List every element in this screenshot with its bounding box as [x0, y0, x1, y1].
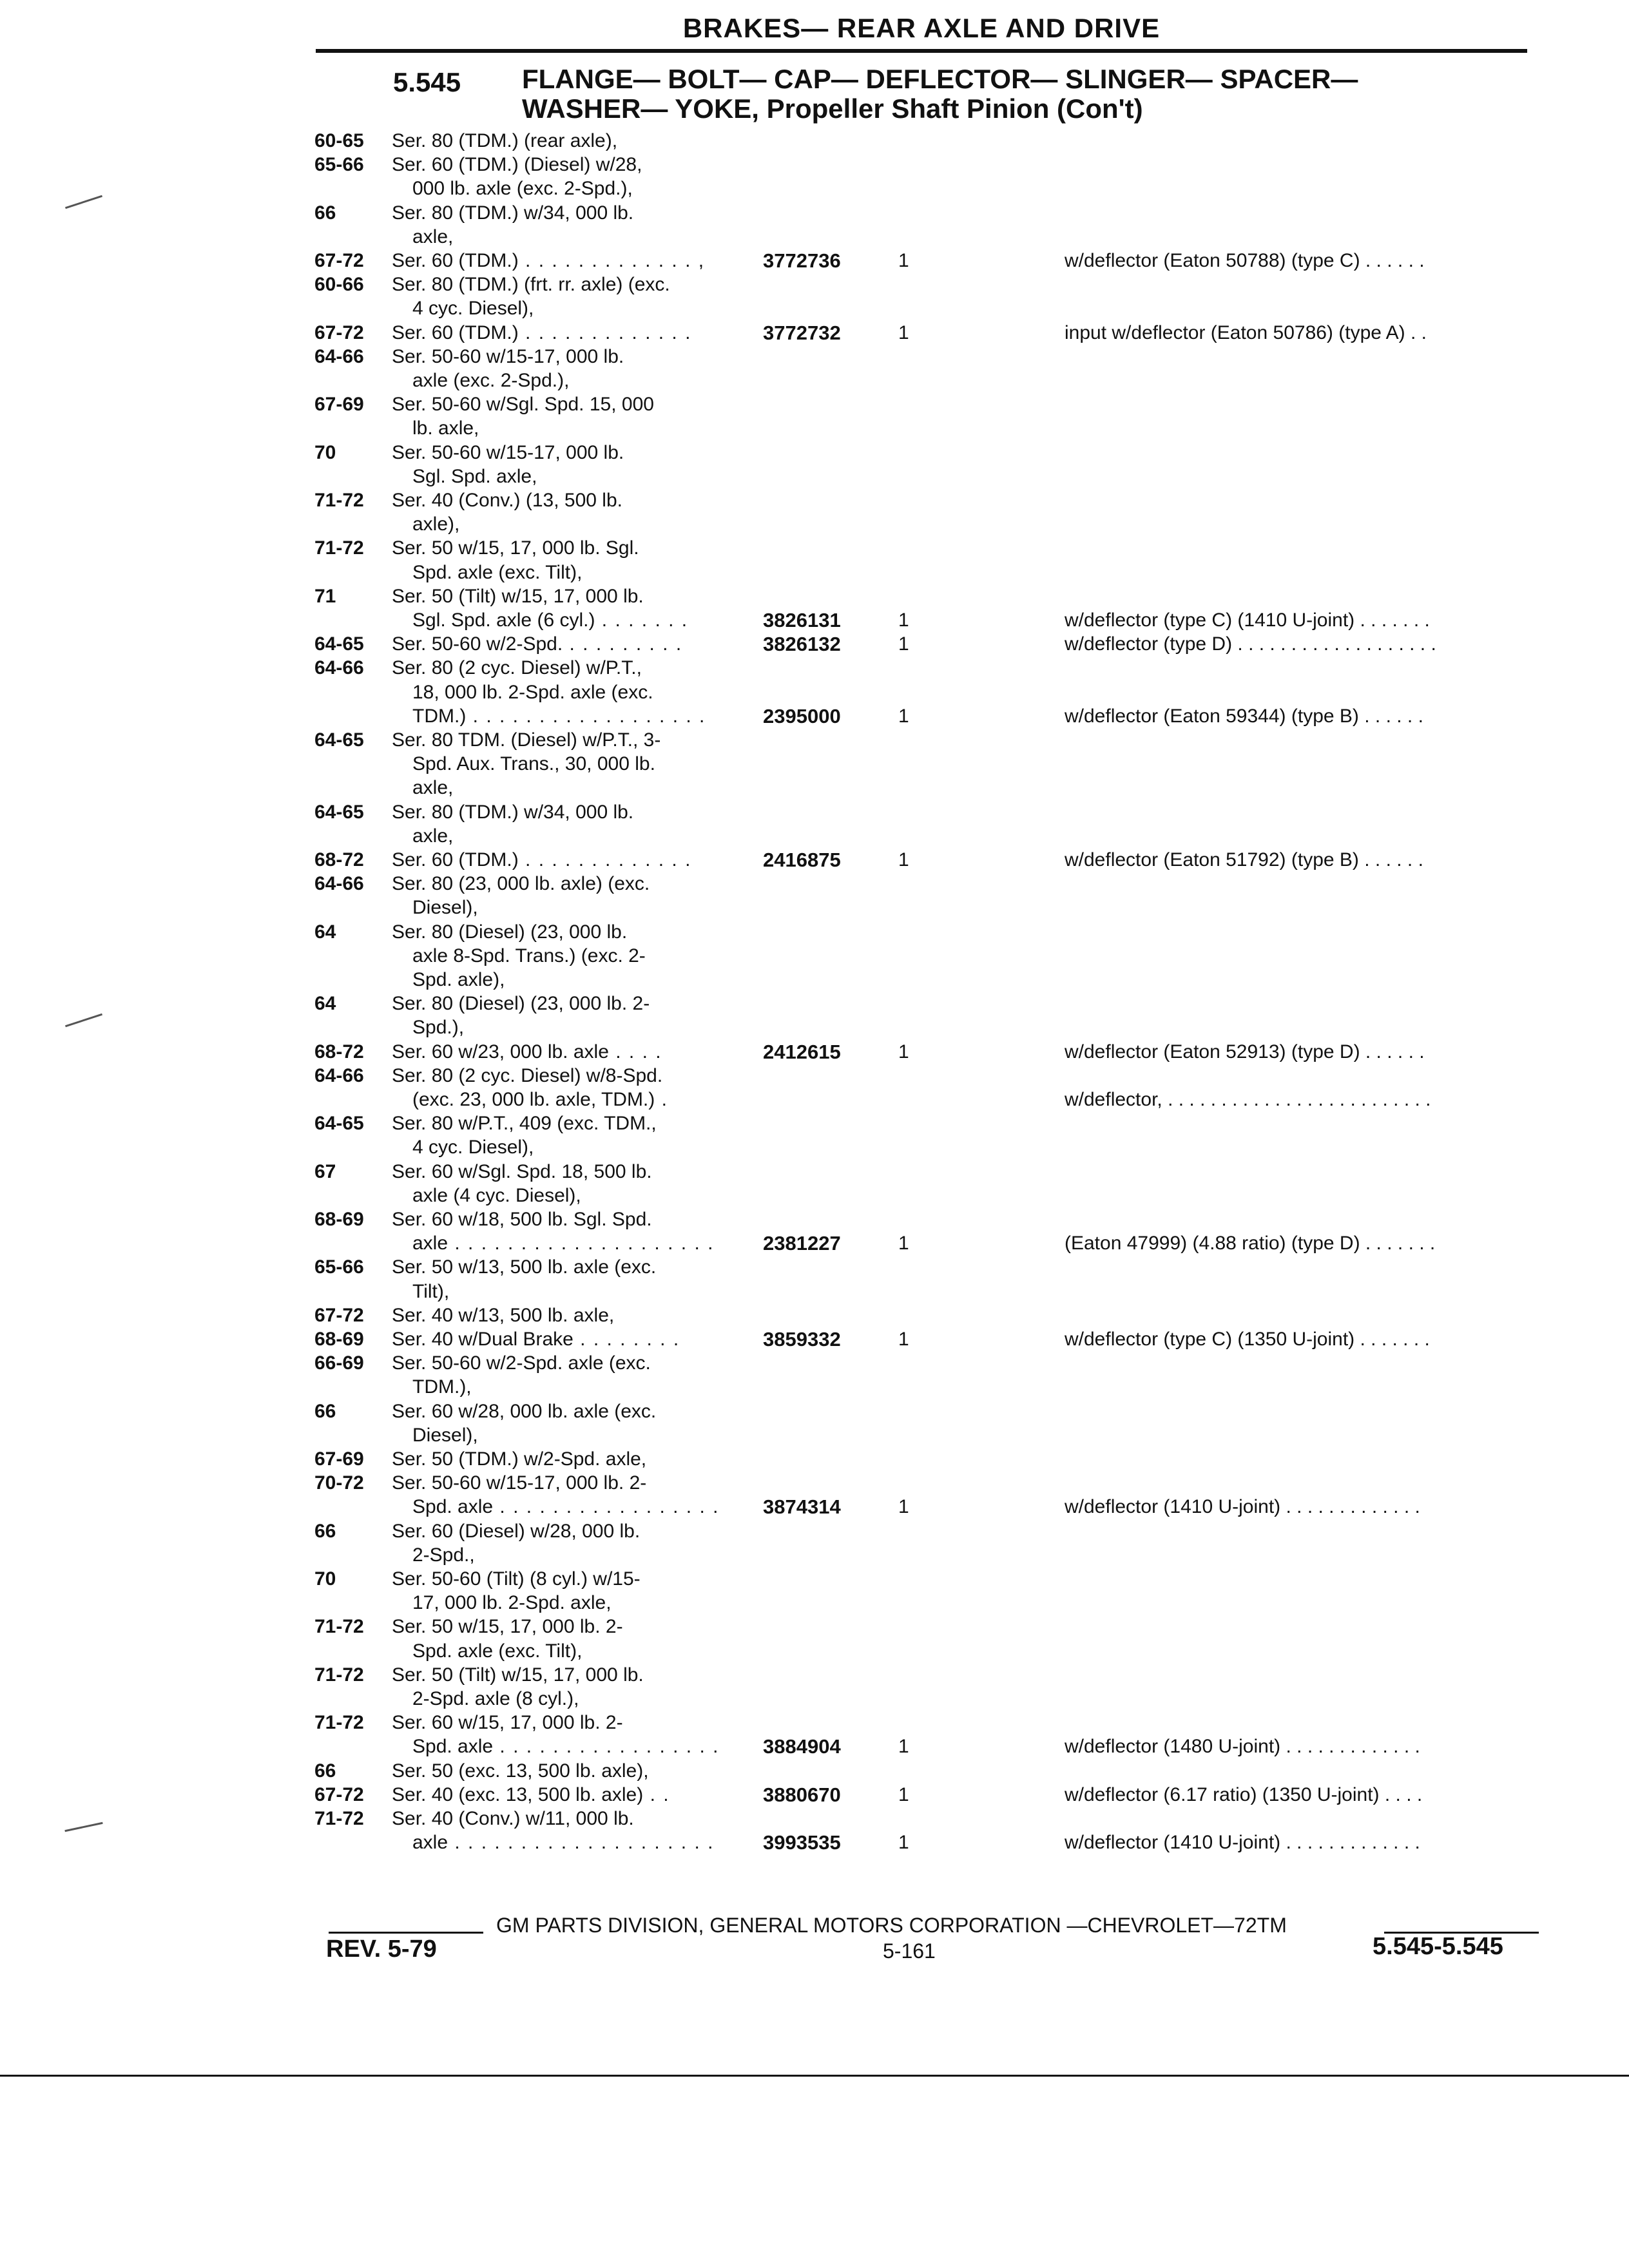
row-description-text: 17, 000 lb. 2-Spd. axle, [412, 1592, 612, 1614]
row-description [392, 1663, 644, 1687]
row-year: 67-69 [314, 1448, 364, 1470]
punch-hole-mark [65, 1014, 102, 1027]
row-description [392, 1711, 623, 1735]
row-description-text: Spd. axle (exc. Tilt), [412, 1640, 583, 1662]
row-description-text: Ser. 60 (Diesel) w/28, 000 lb. [392, 1520, 641, 1542]
bottom-rule [0, 2075, 1629, 2077]
row-quantity: 1 [898, 1496, 909, 1518]
row-description [412, 1231, 714, 1255]
row-description [392, 129, 617, 153]
row-description [392, 273, 670, 296]
row-quantity: 1 [898, 1783, 909, 1805]
row-year: 67-72 [314, 1304, 364, 1326]
row-dot-leader: . . . . . . . [595, 610, 689, 631]
row-description [412, 1495, 719, 1519]
row-description-text: Diesel), [412, 1424, 478, 1446]
row-description [392, 153, 642, 177]
row-description-text: axle, [412, 777, 454, 799]
row-remarks: w/deflector (1480 U-joint) . . . . . . . . . . . . . [1065, 1736, 1420, 1758]
row-year: 71-72 [314, 1664, 364, 1686]
row-description-text: Ser. 60 w/15, 17, 000 lb. 2- [392, 1712, 623, 1734]
row-quantity: 1 [898, 250, 909, 271]
row-description [392, 848, 691, 872]
row-description [392, 321, 691, 345]
row-description [412, 177, 633, 200]
row-quantity: 1 [898, 1233, 909, 1254]
row-description [412, 776, 453, 800]
row-description [392, 1519, 640, 1543]
row-year: 64 [314, 921, 336, 943]
row-year: 67-72 [314, 322, 364, 343]
row-description [412, 752, 655, 776]
row-quantity: 1 [898, 1832, 909, 1854]
row-description-text: Ser. 80 TDM. (Diesel) w/P.T., 3- [392, 729, 661, 751]
row-dot-leader: . . . . . . . . [573, 1329, 680, 1350]
row-description-text: Spd. axle [412, 1496, 494, 1518]
row-description [392, 992, 650, 1015]
row-description-text: Ser. 80 (2 cyc. Diesel) w/8-Spd. [392, 1064, 663, 1086]
row-description-text: Ser. 50 (exc. 13, 500 lb. axle), [392, 1760, 649, 1782]
row-description-text: 000 lb. axle (exc. 2-Spd.), [412, 178, 633, 200]
row-description-text: (exc. 23, 000 lb. axle, TDM.) [412, 1089, 655, 1110]
row-description-text: 4 cyc. Diesel), [412, 298, 534, 320]
row-remarks: w/deflector (Eaton 51792) (type B) . . . . . . [1065, 849, 1423, 870]
row-remarks: w/deflector (type D) . . . . . . . . . . . . . . . . . . . [1065, 633, 1436, 655]
row-year: 67-69 [314, 394, 364, 416]
row-description-text: axle (exc. 2-Spd.), [412, 370, 570, 391]
row-part-number: 3772732 [763, 321, 841, 344]
row-description-text: Ser. 50-60 (Tilt) (8 cyl.) w/15- [392, 1568, 641, 1590]
header-rule [316, 49, 1527, 53]
row-description [412, 1015, 464, 1039]
row-description [392, 345, 624, 369]
row-description [392, 920, 627, 944]
row-description [412, 896, 478, 919]
row-description [392, 536, 639, 560]
footer-rule-left [329, 1932, 483, 1934]
row-part-number: 3772736 [763, 249, 841, 272]
row-description [392, 441, 624, 465]
row-description [392, 1759, 649, 1783]
row-description [392, 1567, 641, 1591]
row-description-text: Ser. 50-60 w/2-Spd. [392, 633, 563, 655]
row-description-text: Spd.), [412, 1017, 465, 1039]
row-description-text: 4 cyc. Diesel), [412, 1137, 534, 1158]
row-remarks: input w/deflector (Eaton 50786) (type A) . . [1065, 322, 1427, 343]
row-description [392, 656, 642, 680]
row-description-text: Ser. 40 w/Dual Brake [392, 1329, 574, 1350]
row-part-number: 2412615 [763, 1040, 841, 1063]
row-dot-leader: . . . . . . . . . [563, 633, 683, 655]
row-description [392, 1615, 623, 1639]
row-year: 67 [314, 1160, 336, 1182]
row-dot-leader: . . . . . . . . . . . . . [518, 322, 692, 343]
row-description-text: lb. axle, [412, 418, 479, 439]
row-description [392, 1064, 662, 1088]
row-description-text: axle [412, 1233, 448, 1254]
row-description [412, 1687, 579, 1711]
row-description-text: Ser. 80 (TDM.) w/34, 000 lb. [392, 801, 634, 823]
row-dot-leader: . . . . [608, 1041, 662, 1062]
row-dot-leader: . . . . . . . . . . . . . . . . . [493, 1496, 720, 1518]
row-description-text: Ser. 80 (23, 000 lb. axle) (exc. [392, 873, 650, 895]
row-description-text: Tilt), [412, 1280, 450, 1302]
row-description [392, 1471, 646, 1495]
row-part-number: 3874314 [763, 1495, 841, 1519]
row-year: 65-66 [314, 154, 364, 176]
row-description [392, 1160, 652, 1184]
row-description-text: axle 8-Spd. Trans.) (exc. 2- [412, 945, 646, 966]
row-description [392, 201, 633, 225]
row-year: 60-65 [314, 130, 364, 151]
row-description [392, 392, 654, 416]
row-remarks: w/deflector (Eaton 59344) (type B) . . . . . . [1065, 705, 1423, 727]
row-description-text: Ser. 60 w/23, 000 lb. axle [392, 1041, 609, 1062]
row-description-text: 18, 000 lb. 2-Spd. axle (exc. [412, 681, 653, 703]
footer-publisher: GM PARTS DIVISION, GENERAL MOTORS CORPORATION —CHEVROLET—72TM [496, 1914, 1287, 1937]
row-year: 64-65 [314, 1113, 364, 1135]
row-description-text: axle, [412, 226, 454, 247]
row-quantity: 1 [898, 849, 909, 870]
row-description-text: Spd. Aux. Trans., 30, 000 lb. [412, 753, 655, 775]
row-dot-leader: . . . . . . . . . . . . . . . . . . . . [448, 1233, 715, 1254]
row-description [392, 1207, 652, 1231]
row-description [412, 369, 569, 392]
row-year: 70 [314, 441, 336, 463]
page-header-title: BRAKES— REAR AXLE AND DRIVE [682, 13, 1161, 43]
row-year: 66 [314, 1400, 336, 1422]
row-description [412, 968, 505, 992]
row-description [392, 249, 705, 273]
row-part-number: 3859332 [763, 1328, 841, 1350]
row-description [412, 225, 453, 249]
row-description [392, 1040, 662, 1064]
row-description [392, 1807, 634, 1831]
row-description [412, 1591, 612, 1615]
row-description-text: Ser. 60 (TDM.) [392, 322, 519, 343]
footer-revision: REV. 5-79 [326, 1936, 437, 1963]
punch-hole-mark [64, 1822, 102, 1832]
row-dot-leader: . . . . . . . . . . . . . . . . . . [466, 705, 706, 727]
row-dot-leader: . . . . . . . . . . . . . . . . . [493, 1736, 720, 1758]
row-year: 64-66 [314, 345, 364, 367]
row-dot-leader: . [655, 1089, 668, 1110]
row-part-number: 2416875 [763, 849, 841, 871]
row-description-text: Diesel), [412, 897, 478, 919]
row-description [412, 1543, 475, 1567]
row-remarks: w/deflector (Eaton 50788) (type C) . . . . . . [1065, 250, 1425, 271]
row-description-text: Ser. 60 (TDM.) [392, 250, 519, 271]
row-remarks: w/deflector (type C) (1350 U-joint) . . . . . . . [1065, 1329, 1430, 1350]
row-year: 71 [314, 585, 336, 607]
row-dot-leader: . . [643, 1783, 670, 1805]
punch-hole-mark [65, 195, 102, 209]
row-year: 68-72 [314, 849, 364, 870]
row-description [392, 728, 660, 752]
row-description-text: Ser. 60 (TDM.) (Diesel) w/28, [392, 154, 642, 176]
row-description [412, 680, 653, 704]
row-remarks: (Eaton 47999) (4.88 ratio) (type D) . . . . . . . [1065, 1233, 1436, 1254]
row-description [392, 1399, 656, 1423]
row-description-text: Ser. 50-60 w/2-Spd. axle (exc. [392, 1352, 651, 1374]
row-description-text: Ser. 50 (Tilt) w/15, 17, 000 lb. [392, 585, 644, 607]
footer-section-range: 5.545-5.545 [1373, 1933, 1503, 1960]
row-remarks: w/deflector (type C) (1410 U-joint) . . . . . . . [1065, 610, 1430, 631]
row-quantity: 1 [898, 1041, 909, 1062]
row-description [412, 1639, 582, 1663]
row-quantity: 1 [898, 705, 909, 727]
row-description-text: axle), [412, 514, 460, 535]
row-quantity: 1 [898, 322, 909, 343]
row-description-text: 2-Spd., [412, 1544, 475, 1566]
row-year: 60-66 [314, 274, 364, 296]
row-year: 67-72 [314, 1783, 364, 1805]
row-part-number: 2381227 [763, 1232, 841, 1255]
row-year: 71-72 [314, 1808, 364, 1829]
row-year: 66 [314, 1760, 336, 1782]
row-description-text: Spd. axle (exc. Tilt), [412, 561, 583, 583]
section-title-line-2: WASHER— YOKE, Propeller Shaft Pinion (Con't) [522, 93, 1143, 124]
row-description [412, 1088, 668, 1111]
row-description-text: Sgl. Spd. axle, [412, 465, 537, 487]
row-description-text: axle (4 cyc. Diesel), [412, 1184, 581, 1206]
row-part-number: 3826131 [763, 609, 841, 631]
row-description-text: Ser. 60 (TDM.) [392, 849, 519, 870]
row-description-text: Ser. 60 w/28, 000 lb. axle (exc. [392, 1400, 657, 1422]
row-description-text: Ser. 80 (TDM.) w/34, 000 lb. [392, 202, 634, 224]
row-description [412, 824, 453, 848]
row-description [392, 1351, 651, 1375]
row-description [412, 1735, 719, 1758]
row-year: 70-72 [314, 1472, 364, 1494]
section-number: 5.545 [393, 67, 461, 97]
row-description [392, 1783, 670, 1807]
row-year: 64 [314, 993, 336, 1015]
row-description-text: Ser. 50 w/13, 500 lb. axle (exc. [392, 1256, 657, 1278]
section-title-line-1: FLANGE— BOLT— CAP— DEFLECTOR— SLINGER— SPACER— [522, 64, 1358, 94]
row-year: 64-66 [314, 1064, 364, 1086]
row-description [412, 512, 459, 536]
row-description-text: TDM.) [412, 705, 467, 727]
row-description [412, 465, 537, 488]
row-description-text: TDM.), [412, 1376, 472, 1398]
row-year: 64-65 [314, 801, 364, 823]
row-description [392, 1447, 646, 1471]
row-description-text: Ser. 50-60 w/15-17, 000 lb. [392, 441, 624, 463]
row-description-text: Ser. 80 (Diesel) (23, 000 lb. 2- [392, 993, 650, 1015]
row-description-text: Ser. 80 (TDM.) (rear axle), [392, 130, 618, 151]
row-description-text: Ser. 60 w/Sgl. Spd. 18, 500 lb. [392, 1160, 652, 1182]
row-description-text: Sgl. Spd. axle (6 cyl.) [412, 610, 595, 631]
row-remarks: w/deflector (Eaton 52913) (type D) . . . . . . [1065, 1041, 1425, 1062]
row-year: 64-65 [314, 729, 364, 751]
row-description-text: 2-Spd. axle (8 cyl.), [412, 1688, 579, 1709]
row-description-text: Ser. 80 (Diesel) (23, 000 lb. [392, 921, 628, 943]
row-description [412, 1184, 581, 1207]
row-description [412, 1135, 534, 1159]
row-description [392, 1303, 614, 1327]
row-description-text: Ser. 50-60 w/15-17, 000 lb. 2- [392, 1472, 647, 1494]
row-part-number: 3826132 [763, 633, 841, 656]
row-year: 64-65 [314, 633, 364, 655]
row-remarks: w/deflector (6.17 ratio) (1350 U-joint) . . . . [1065, 1783, 1423, 1805]
row-description-text: Ser. 60 w/18, 500 lb. Sgl. Spd. [392, 1209, 652, 1230]
row-description [392, 872, 650, 896]
row-description [412, 704, 706, 728]
row-description-text: Ser. 50 (TDM.) w/2-Spd. axle, [392, 1448, 647, 1470]
row-year: 68-69 [314, 1209, 364, 1230]
row-description-text: Ser. 50-60 w/Sgl. Spd. 15, 000 [392, 394, 654, 416]
row-year: 67-72 [314, 250, 364, 271]
row-description-text: Ser. 50 w/15, 17, 000 lb. Sgl. [392, 537, 639, 559]
row-part-number: 3880670 [763, 1783, 841, 1806]
footer-page-number: 5-161 [883, 1939, 936, 1963]
row-description [392, 1111, 657, 1135]
row-year: 64-66 [314, 657, 364, 679]
row-description [412, 608, 688, 632]
row-year: 70 [314, 1568, 336, 1590]
row-description [412, 416, 479, 440]
row-year: 71-72 [314, 1712, 364, 1734]
row-year: 71-72 [314, 1616, 364, 1638]
row-description-text: axle [412, 1832, 448, 1854]
row-year: 71-72 [314, 537, 364, 559]
row-description-text: Spd. axle), [412, 969, 505, 990]
row-description [392, 488, 622, 512]
row-year: 66-69 [314, 1352, 364, 1374]
row-description-text: Ser. 80 (2 cyc. Diesel) w/P.T., [392, 657, 642, 679]
row-year: 71-72 [314, 490, 364, 511]
row-description-text: Ser. 80 (TDM.) (frt. rr. axle) (exc. [392, 274, 670, 296]
row-year: 64-66 [314, 873, 364, 895]
row-part-number: 2395000 [763, 704, 841, 727]
row-description-text: Ser. 40 (Conv.) (13, 500 lb. [392, 490, 622, 511]
row-year: 66 [314, 1520, 336, 1542]
row-description-text: axle, [412, 825, 454, 847]
row-year: 68-72 [314, 1041, 364, 1062]
row-description [392, 800, 633, 824]
row-dot-leader: . . . . . . . . . . . . . , [518, 250, 706, 271]
row-quantity: 1 [898, 1329, 909, 1350]
row-description [392, 632, 682, 656]
row-description [412, 944, 646, 968]
row-part-number: 3993535 [763, 1831, 841, 1854]
row-description [412, 1831, 714, 1854]
row-dot-leader: . . . . . . . . . . . . . . . . . . . . [448, 1832, 715, 1854]
row-quantity: 1 [898, 1736, 909, 1758]
row-year: 66 [314, 202, 336, 224]
row-remarks: w/deflector (1410 U-joint) . . . . . . . . . . . . . [1065, 1496, 1420, 1518]
row-description-text: Spd. axle [412, 1736, 494, 1758]
row-year: 68-69 [314, 1329, 364, 1350]
row-description-text: Ser. 40 w/13, 500 lb. axle, [392, 1304, 615, 1326]
row-year: 65-66 [314, 1256, 364, 1278]
row-part-number: 3884904 [763, 1735, 841, 1758]
row-description [392, 584, 644, 608]
row-description [412, 1280, 449, 1303]
section-title [522, 64, 1358, 124]
row-remarks: w/deflector (1410 U-joint) . . . . . . . . . . . . . [1065, 1832, 1420, 1854]
row-description [412, 296, 534, 320]
row-description [412, 1423, 478, 1447]
row-description-text: Ser. 40 (exc. 13, 500 lb. axle) [392, 1783, 644, 1805]
row-description [392, 1327, 680, 1351]
row-description-text: Ser. 50 w/15, 17, 000 lb. 2- [392, 1616, 623, 1638]
row-description-text: Ser. 50-60 w/15-17, 000 lb. [392, 345, 624, 367]
row-description [392, 1255, 656, 1279]
row-quantity: 1 [898, 633, 909, 655]
row-description [412, 1375, 472, 1399]
row-description-text: Ser. 80 w/P.T., 409 (exc. TDM., [392, 1113, 657, 1135]
row-quantity: 1 [898, 610, 909, 631]
row-remarks: w/deflector, . . . . . . . . . . . . . . . . . . . . . . . . . [1065, 1089, 1431, 1110]
row-description-text: Ser. 50 (Tilt) w/15, 17, 000 lb. [392, 1664, 644, 1686]
row-description-text: Ser. 40 (Conv.) w/11, 000 lb. [392, 1808, 634, 1829]
row-description [412, 561, 582, 584]
row-dot-leader: . . . . . . . . . . . . . [518, 849, 692, 870]
